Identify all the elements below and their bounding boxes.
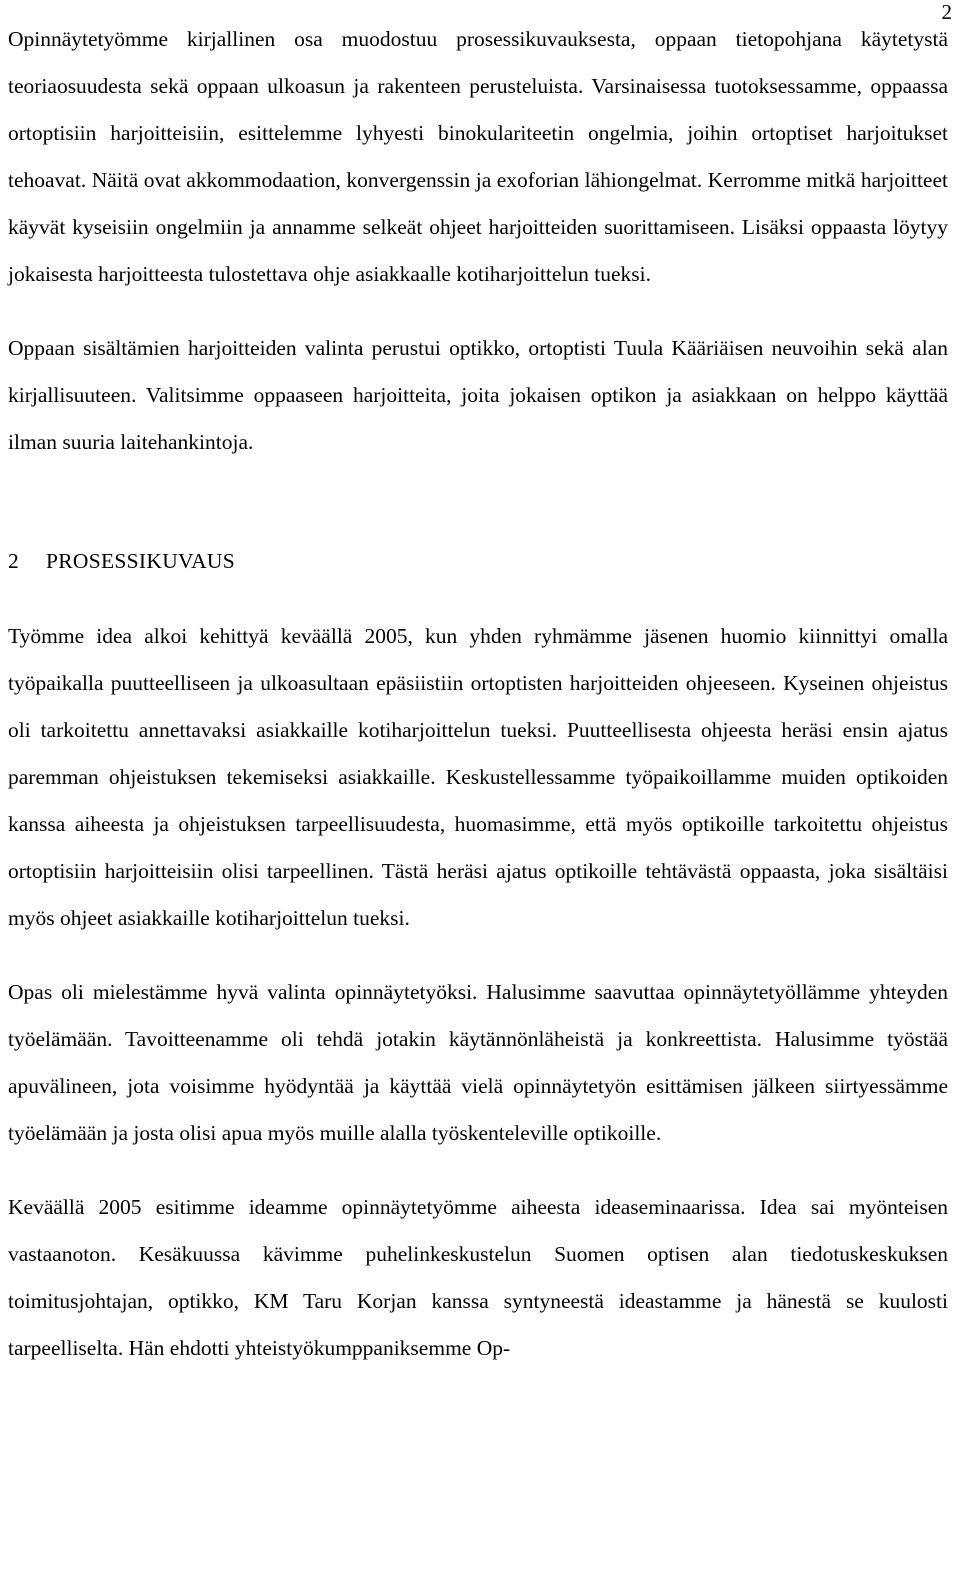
section-paragraph-1: Työmme idea alkoi kehittyä keväällä 2005, kun yhden ryhmämme jäsenen huomio kiinnittyi omalla työpaikalla puutteelliseen ja ulkoasultaan epäsiistiin ortoptisten harjoitteiden ohjeeseen. Kyseinen ohjeistus oli tarkoitettu annettavaksi asiakkaille kotiharjoittelun tueksi. Puutteellisesta ohjeesta heräsi ensin ajatus paremman ohjeistuksen tekemiseksi asiakkaille. Keskustellessamme työpaikoillamme muiden optikoiden kanssa aiheesta ja ohjeistuksen tarpeellisuudesta, huomasimme, että myös optikoille tarkoitettu ohjeistus ortoptisiin harjoitteisiin olisi tarpeellinen. Tästä heräsi ajatus optikoille tehtävästä oppaasta, joka sisältäisi myös ohjeet asiakkaille kotiharjoittelun tueksi.	[8, 624, 948, 930]
document-body	[8, 16, 948, 1372]
section-paragraph-3: Keväällä 2005 esitimme ideamme opinnäytetyömme aiheesta ideaseminaarissa. Idea sai myönteisen vastaanoton. Kesäkuussa kävimme puhelinkeskustelun Suomen optisen alan tiedotuskeskuksen toimitusjohtajan, optikko, KM Taru Korjan kanssa syntyneestä ideastamme ja hänestä se kuulosti tarpeelliselta. Hän ehdotti yhteistyökumppaniksemme Op-	[8, 1195, 948, 1360]
section-number: 2	[8, 549, 20, 573]
intro-paragraph-1: Opinnäytetyömme kirjallinen osa muodostuu prosessikuvauksesta, oppaan tietopohjana käytetystä teoriaosuudesta sekä oppaan ulkoasun ja rakenteen perusteluista. Varsinaisessa tuotoksessamme, oppaassa ortoptisiin harjoitteisiin, esittelemme lyhyesti binokulariteetin ongelmia, joihin ortoptiset harjoitukset tehoavat. Näitä ovat akkommodaation, konvergenssin ja exoforian lähiongelmat. Kerromme mitkä harjoitteet käyvät kyseisiin ongelmiin ja annamme selkeät ohjeet harjoitteiden suorittamiseen. Lisäksi oppaasta löytyy jokaisesta harjoitteesta tulostettava ohje asiakkaalle kotiharjoittelun tueksi.	[8, 27, 948, 286]
section-heading	[8, 538, 948, 585]
page-number: 2	[941, 0, 952, 24]
intro-paragraph-2: Oppaan sisältämien harjoitteiden valinta perustui optikko, ortoptisti Tuula Kääriäisen neuvoihin sekä alan kirjallisuuteen. Valitsimme oppaaseen harjoitteita, joita jokaisen optikon ja asiakkaan on helppo käyttää ilman suuria laitehankintoja.	[8, 336, 948, 454]
section-title: PROSESSIKUVAUS	[46, 549, 236, 573]
section-paragraph-2: Opas oli mielestämme hyvä valinta opinnäytetyöksi. Halusimme saavuttaa opinnäytetyöllämme yhteyden työelämään. Tavoitteenamme oli tehdä jotakin käytännönläheistä ja konkreettista. Halusimme työstää apuvälineen, jota voisimme hyödyntää ja käyttää vielä opinnäytetyön esittämisen jälkeen siirtyessämme työelämään ja josta olisi apua myös muille alalla työskenteleville optikoille.	[8, 980, 948, 1145]
